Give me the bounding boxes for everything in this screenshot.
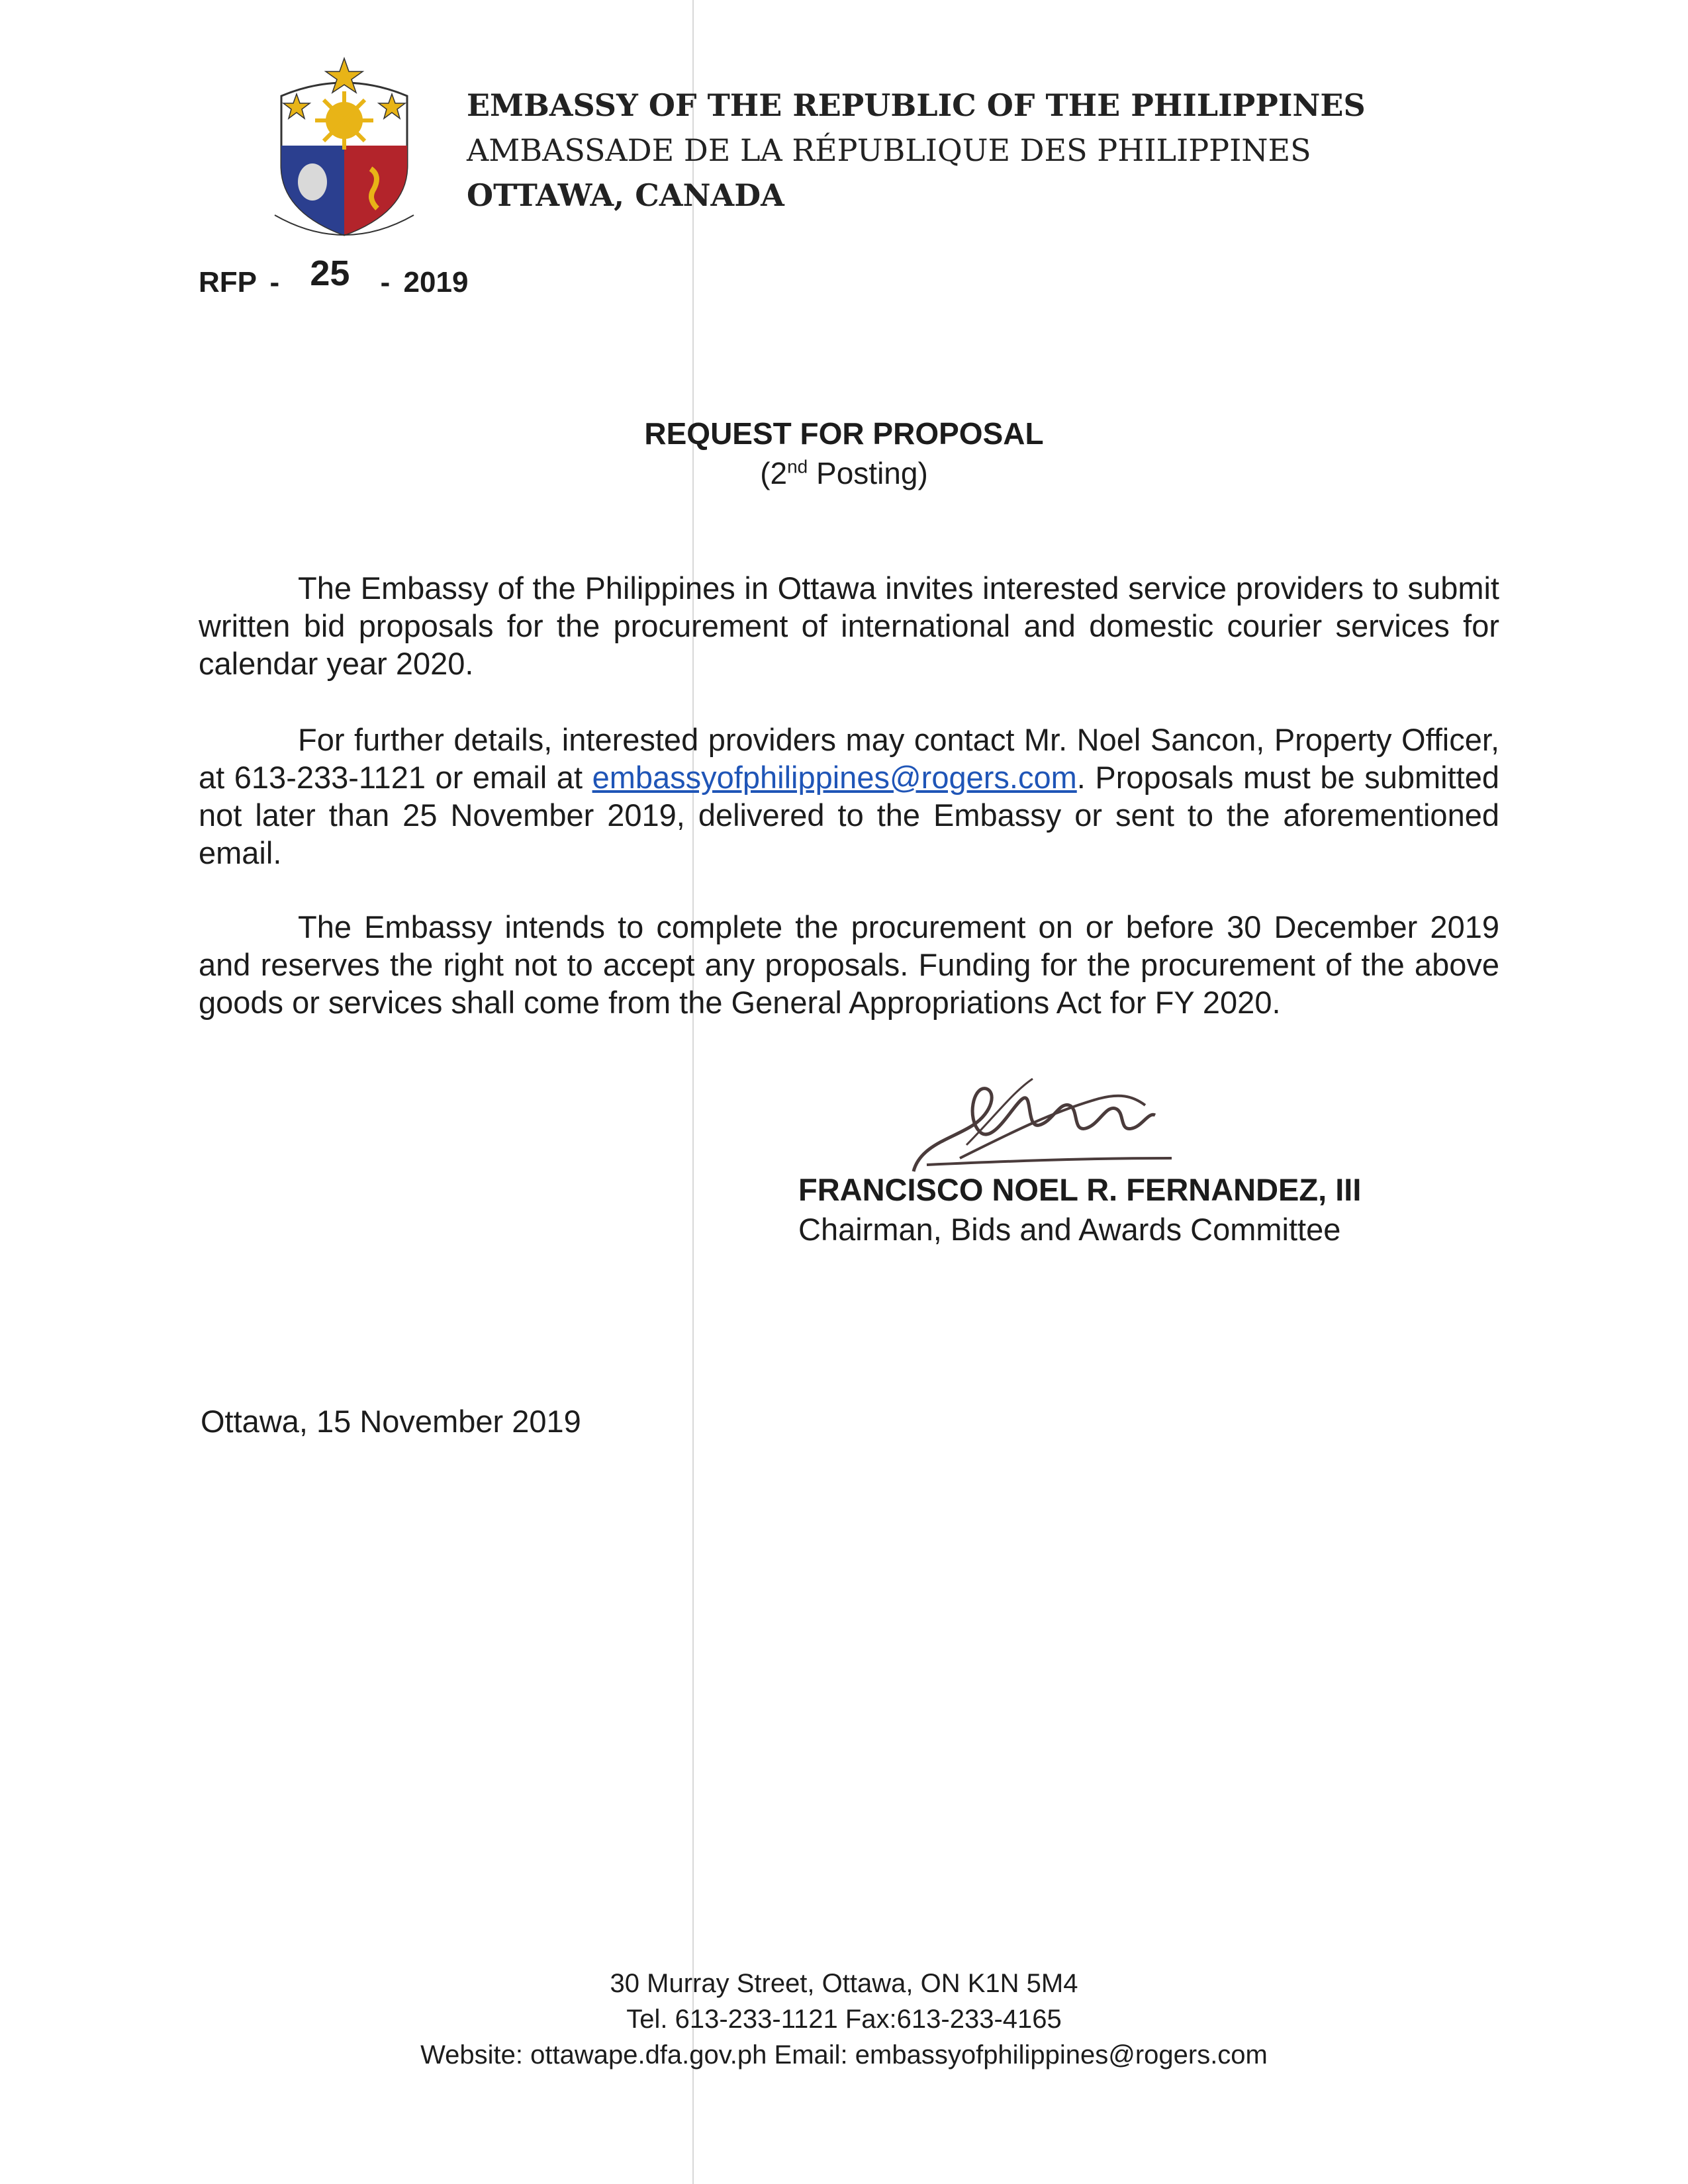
subtitle-superscript: nd [787,456,808,477]
scan-fold-line [692,0,694,2184]
rfp-reference [199,253,469,300]
rfp-separator: - [380,266,391,298]
letterhead-english: EMBASSY OF THE REPUBLIC OF THE PHILIPPINES [467,87,1366,123]
paragraph-contact-text-end: . Proposals must be submitted not later than 25 November 2019, delivered to the Embassy or sent to the aforementioned email. [199,760,1500,870]
footer-address: 30 Murray Street, Ottawa, ON K1N 5M4 [610,1969,1078,1998]
paragraph-invitation [199,569,1499,682]
paragraph-contact-text: For further details, interested providers may contact Mr. Noel Sancon, Property Officer, at 613-233-1121 or email at [199,722,1499,795]
signatory-title: Chairman, Bids and Awards Committee [798,1212,1341,1247]
rfp-year: 2019 [403,266,469,298]
subtitle-open: (2 [760,456,788,490]
rfp-separator: - [269,266,280,298]
letterhead-french: AMBASSADE DE LA RÉPUBLIQUE DES PHILIPPINES [467,132,1311,168]
signatory-name: FRANCISCO NOEL R. FERNANDEZ, III [798,1172,1362,1207]
philippine-coat-of-arms-icon [252,46,437,251]
email-link[interactable]: embassyofphilippines@rogers.com [592,760,1077,795]
subtitle-close: Posting) [808,456,928,490]
rfp-prefix: RFP [199,266,257,298]
footer-web: Website: ottawape.dfa.gov.ph Email: embassyofphilippines@rogers.com [420,2040,1268,2070]
place-and-date: Ottawa, 15 November 2019 [201,1404,581,1439]
document-title: REQUEST FOR PROPOSAL [644,416,1044,451]
document-subtitle [0,455,1688,491]
letterhead-location: OTTAWA, CANADA [467,177,784,213]
paragraph-contact [199,721,1499,872]
paragraph-procurement [199,908,1499,1021]
paragraph-invitation-text: The Embassy of the Philippines in Ottawa invites interested service providers to submit written bid proposals for the procurement of international and domestic courier services for calendar year 2020. [199,570,1499,681]
rfp-number: 25 [310,253,350,293]
paragraph-procurement-text: The Embassy intends to complete the procurement on or before 30 December 2019 and reserves the right not to accept any proposals. Funding for the procurement of the above goods or services shall come from the General Appropriations Act for FY 2020. [199,909,1499,1020]
letterhead [467,83,1366,218]
footer-phone: Tel. 613-233-1121 Fax:613-233-4165 [626,2005,1062,2034]
